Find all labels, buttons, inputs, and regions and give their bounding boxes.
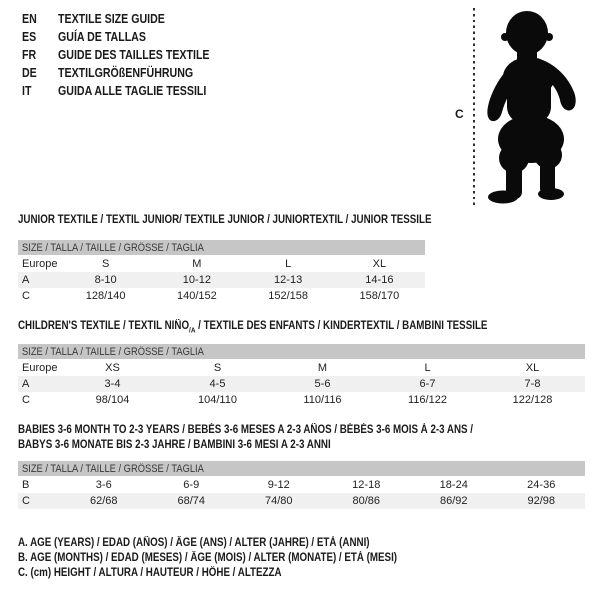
lang-code: EN [22,12,37,26]
value-cell: XS [105,362,120,374]
value-cell: 74/80 [264,495,293,507]
value-cell: 3-4 [104,378,121,390]
value-cell: 6-7 [419,378,436,390]
height-dotted-line [473,8,475,205]
value-cell: 5-6 [314,378,331,390]
row-label: C [22,495,30,507]
value-cell: 12-13 [274,274,303,286]
size-header-bar [18,461,585,476]
row-label: Europe [22,258,58,270]
lang-code: IT [22,84,32,98]
value-cell: 24-36 [527,479,556,491]
value-cell: 6-9 [183,479,200,491]
table-row [18,493,585,509]
value-cell: 98/104 [95,394,130,406]
value-cell: 128/140 [85,290,126,302]
value-cell: 158/170 [359,290,400,302]
value-cell: 3-6 [95,479,112,491]
lang-row-en [22,10,236,28]
value-cell: 10-12 [182,274,211,286]
size-header-label: SIZE / TALLA / TAILLE / GRÖSSE / TAGLIA [22,241,204,254]
value-cell: 62/68 [89,495,118,507]
size-header-bar [18,344,585,359]
size-table-babies [18,461,585,509]
lang-row-fr [22,46,236,64]
size-table-junior [18,240,425,304]
lang-label: GUÍA DE TALLAS [58,30,146,44]
value-cell: 140/152 [176,290,217,302]
value-cell: L [285,258,292,270]
value-cell: 110/116 [303,394,342,406]
footnote-c: C. (cm) HEIGHT / ALTURA / HAUTEUR / HÖHE / ALTEZZA [18,567,282,580]
size-table-children [18,344,585,408]
table-row [18,360,585,376]
lang-label: TEXTILGRÖßENFÜHRUNG [58,66,194,80]
value-cell: 18-24 [439,479,468,491]
footnotes [18,536,464,582]
value-cell: XL [372,258,387,270]
table-row [18,477,585,493]
table-row [18,392,585,408]
table-row [18,272,425,288]
table-row [18,288,425,304]
toddler-silhouette [479,7,579,205]
value-cell: 8-10 [94,274,117,286]
value-cell: 86/92 [439,495,468,507]
value-cell: L [424,362,431,374]
value-cell: XL [525,362,540,374]
value-cell: 14-16 [365,274,394,286]
value-cell: 104/110 [198,394,237,406]
value-cell: 4-5 [209,378,226,390]
lang-row-es [22,28,236,46]
table-row [18,256,425,272]
language-header [22,10,236,100]
value-cell: 9-12 [267,479,290,491]
value-cell: 92/98 [527,495,556,507]
value-cell: 152/158 [268,290,308,302]
value-cell: 7-8 [524,378,541,390]
value-cell: M [192,258,202,270]
lang-row-it [22,82,236,100]
section-title-children: CHILDREN'S TEXTILE / TEXTIL $NIÑO_{/A}$ / TEXTILE DES ENFANTS / KINDERTEXTIL / BAMBINI TESSILE [18,320,488,335]
lang-code: FR [22,48,37,62]
value-cell: 68/74 [177,495,206,507]
row-label: C [22,394,30,406]
footnote-a: A. AGE (YEARS) / EDAD (AÑOS) / ÂGE (ANS) / ALTER (JAHRE) / ETÀ (ANNI) [18,537,370,549]
lang-code: DE [22,66,37,80]
lang-label: TEXTILE SIZE GUIDE [58,12,165,26]
table-row [18,376,585,392]
section-title-junior: JUNIOR TEXTILE / TEXTIL JUNIOR/ TEXTILE JUNIOR / JUNIORTEXTIL / JUNIOR TESSILE [18,214,432,226]
row-label: A [22,378,30,390]
size-header-label: SIZE / TALLA / TAILLE / GRÖSSE / TAGLIA [22,345,204,358]
lang-code: ES [22,30,37,44]
row-label: C [22,290,30,302]
value-cell: 116/122 [408,394,447,406]
footnote-b: B. AGE (MONTHS) / EDAD (MESES) / ÂGE (MOIS) / ALTER (MONATE) / ETÀ (MESI) [18,552,398,565]
lang-label: GUIDA ALLE TAGLIE TESSILI [58,84,207,98]
lang-label: GUIDE DES TAILLES TEXTILE [58,48,210,62]
value-cell: S [101,258,110,270]
size-header-bar [18,240,425,255]
value-cell: 80/86 [352,495,381,507]
row-label: B [22,479,30,491]
value-cell: 12-18 [352,479,381,491]
lang-row-de [22,64,236,82]
row-label: Europe [22,362,58,374]
value-cell: M [317,362,328,374]
section-title-babies: BABIES 3-6 MONTH TO 2-3 YEARS / BEBÉS 3-6 MESES A 2-3 AÑOS / BÉBÉS 3-6 MOIS À 2-3 ANS / BABYS 3-6 MONATE BIS 2-3 JAHRE / BAMBINI 3-6 MESI A 2-3 ANNI [18,424,474,451]
value-cell: S [213,362,222,374]
size-header-label: SIZE / TALLA / TAILLE / GRÖSSE / TAGLIA [22,462,204,475]
value-cell: 122/128 [512,394,553,406]
row-label: A [22,274,30,286]
height-measure-label: C [455,107,464,121]
